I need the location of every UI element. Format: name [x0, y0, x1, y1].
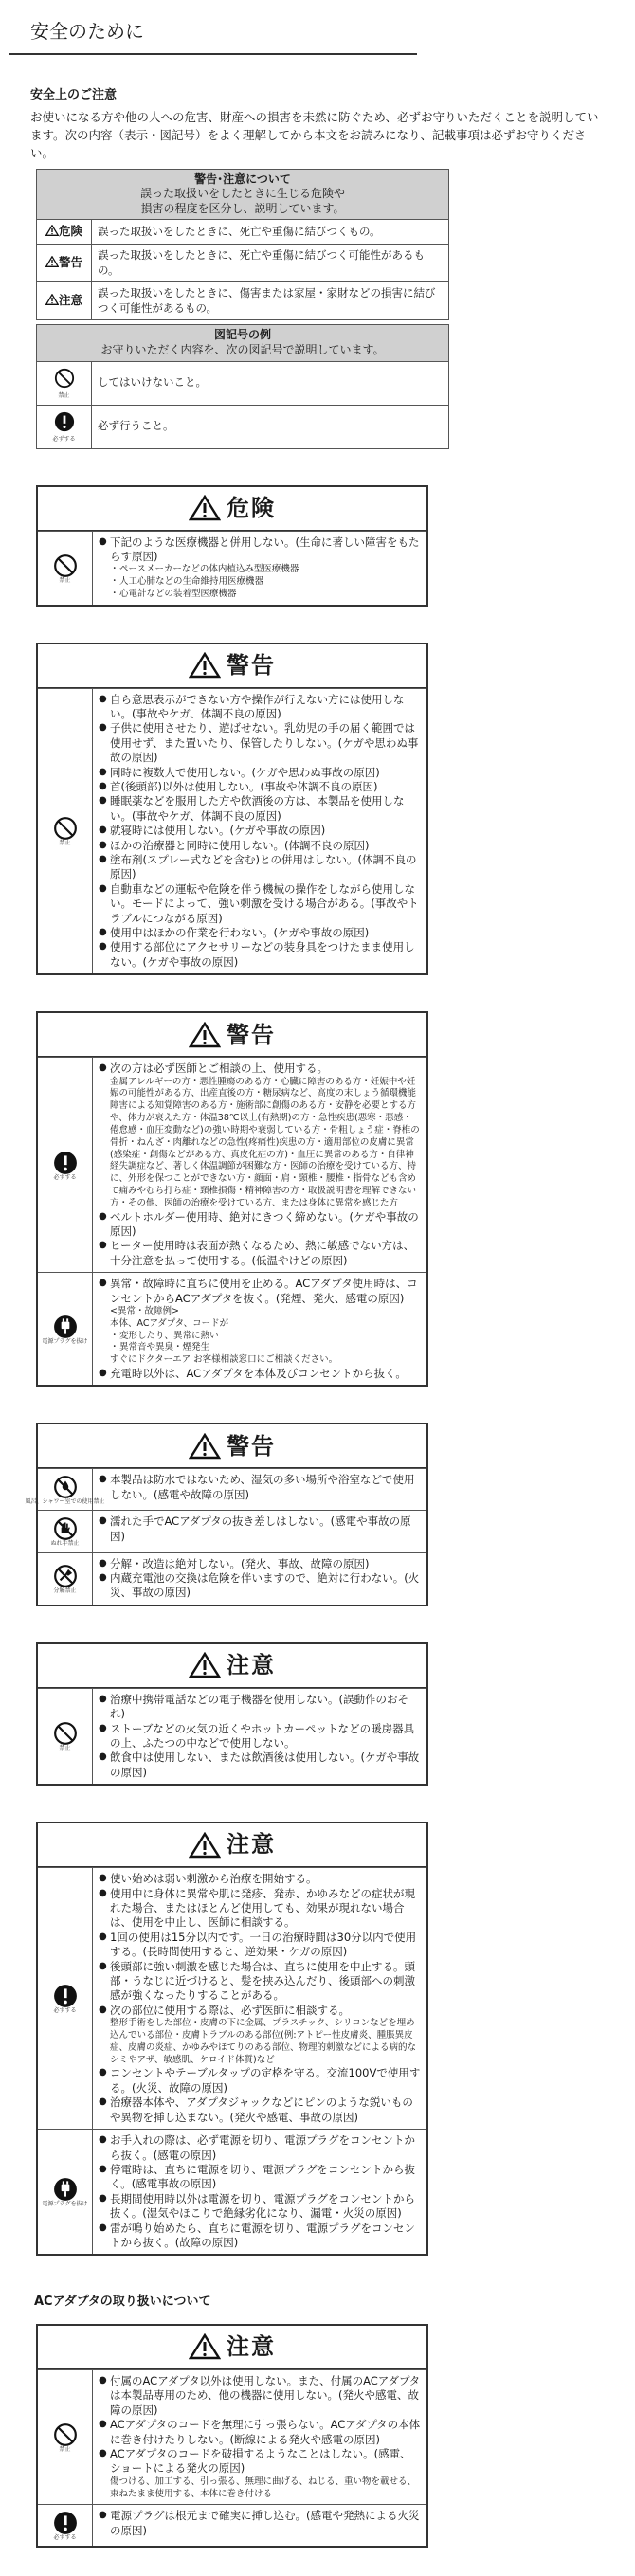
prohibited-icon	[53, 816, 78, 841]
warning-item: ● 治療器本体や、アダプタジャックなどにピンのような鋭いものや異物を挿し込まない。(発火や感電、事故の原因)	[99, 2095, 421, 2125]
mandatory-icon	[54, 411, 75, 432]
warning-item: ● 内蔵充電池の交換は危険を伴いますので、絶対に行わない。(火災、事故の原因)	[99, 1571, 421, 1601]
warning-item: ● ほかの治療器と同時に使用しない。(体調不良の原因)	[99, 839, 421, 853]
panel-row	[38, 688, 426, 974]
hazard-levels-table	[36, 169, 449, 321]
warning-item: ● 自動車などの運転や危険を伴う機械の操作をしながら使用しない。モードによって、強い刺激を受ける場合がある。(事故やトラブルにつながる原因)	[99, 882, 421, 926]
panel-row-body	[93, 1058, 426, 1272]
warning-item: ● 分解・改造は絶対しない。(発火、事故、故障の原因)	[99, 1557, 421, 1571]
warning-note: 整形手術をした部位・皮膚の下に金属、プラスチック、シリコンなどを埋め込んでいる部位・皮膚トラブルのある部位(例:アトピー性皮膚炎、腫脹異皮症、皮膚の炎症、かゆみやほてりのある部位、物理的刺激などによる病的なシミやアザ、敏感肌、ケロイド体質)など	[110, 2018, 417, 2065]
mandatory-icon	[53, 1984, 78, 2008]
panel-row	[38, 2369, 426, 2504]
panel-header	[38, 1013, 426, 1057]
icon-label: 必ずする	[53, 2007, 77, 2015]
warning-triangle-icon	[189, 1652, 221, 1678]
panel-header	[38, 1424, 426, 1468]
symbol-prohibited-cell: 禁止	[37, 361, 92, 405]
plug-icon	[53, 2177, 78, 2202]
icon-label: 電源プラグを抜け	[42, 2201, 88, 2208]
icon-label: 禁止	[59, 576, 71, 584]
panel-row	[38, 1057, 426, 1272]
panel-row-icon-cell	[38, 1273, 93, 1385]
warning-item: ● 使用中に身体に異常や肌に発疹、発赤、かゆみなどの症状が現れた場合、またはほとんど使用しても、効果が現れない場合は、使用を中止し、医師に相談する。	[99, 1887, 421, 1931]
warning-note: ・ 異常音や異臭・煙発生	[99, 1342, 421, 1354]
intro-heading: 安全上のご注意	[30, 88, 118, 102]
prohibited-icon	[53, 2422, 78, 2447]
warning-item: ● 使用する部位にアクセサリーなどの装身具をつけたまま使用しない。(ケガや事故の原因)	[99, 940, 421, 970]
warning-item: ● 使用中はほかの作業を行わない。(ケガや事故の原因)	[99, 926, 421, 940]
warning-item: ● 同時に複数人で使用しない。(ケガや思わぬ事故の原因)	[99, 766, 421, 780]
warning-triangle-icon	[189, 495, 221, 521]
warning-item: ● 異常・故障時に直ちに使用を止める。ACアダプタ使用時は、コンセントからACアダプタを抜く。(発煙、発火、感電の原因)	[99, 1277, 421, 1306]
warning-item: ● 雷が鳴り始めたら、直ちに電源を切り、電源プラグをコンセントから抜く。(故障の原因)	[99, 2222, 421, 2251]
panel-title: 警告	[227, 651, 276, 679]
warning-item: ● 就寝時には使用しない。(ケガや事故の原因)	[99, 824, 421, 838]
panel-title: 警告	[227, 1021, 276, 1048]
warning-triangle-icon	[189, 1022, 221, 1048]
panel-row	[38, 531, 426, 605]
panel-row	[38, 2129, 426, 2254]
symbol-mandatory-desc: 必ず行うこと。	[92, 405, 449, 448]
safety-panel-warning	[36, 1011, 428, 1387]
warning-item: ● 下記のような医療機器と併用しない。(生命に著しい障害をもたらす原因)	[99, 535, 421, 565]
warning-item: ● 塗布剤(スプレー式などを含む)との併用はしない。(体調不良の原因)	[99, 853, 421, 882]
panel-header	[38, 1644, 426, 1688]
panel-row-icon-cell	[38, 1689, 93, 1784]
warning-note: ・ 変形したり、異常に熱い	[99, 1331, 421, 1343]
prohibited-icon	[54, 368, 75, 389]
warning-triangle-icon	[189, 2333, 221, 2360]
level-caution: 注意	[37, 282, 92, 320]
warning-item: ● ヒーター使用時は表面が熱くなるため、熱に敏感でない方は、十分注意を払って使用する。(低温やけどの原因)	[99, 1239, 421, 1268]
hazard-levels-sub1: 誤った取扱いをしたときに生じる危険や	[139, 187, 345, 201]
panel-row-body	[93, 1553, 426, 1605]
warning-item: ● 長期間使用時以外は電源を切り、電源プラグをコンセントから抜く。(湿気やほこりで絶縁劣化になり、漏電・火災の原因)	[99, 2192, 421, 2222]
intro-body: お使いになる方や他の人への危害、財産への損害を未然に防ぐため、必ずお守りいただくことを説明しています。次の内容（表示・図記号）をよく理解してから本文をお読みになり、記載事項は必ずお守りください。	[30, 109, 599, 161]
panel-row-icon-cell	[38, 2505, 93, 2546]
panel-row-icon-cell	[38, 1058, 93, 1272]
warning-item: ● 電源プラグは根元まで確実に挿し込む。(感電や発熱による火災の原因)	[99, 2509, 421, 2538]
level-warning-desc: 誤った取扱いをしたときに、死亡や重傷に結びつく可能性があるもの。	[92, 245, 449, 282]
safety-panel-caution	[36, 1642, 428, 1786]
panel-row	[38, 2504, 426, 2546]
warning-note: すぐにドクターエア お客様相談窓口にご相談ください。	[110, 1354, 338, 1366]
panel-row-icon-cell	[38, 532, 93, 605]
warning-note: ・ 人工心肺などの生命維持用医療機器	[99, 576, 421, 589]
prohibited-icon	[53, 553, 78, 578]
warning-item: ● 本製品は防水ではないため、湿気の多い場所や浴室などで使用しない。(感電や故障の原因)	[99, 1473, 421, 1502]
warning-note: 本体、ACアダプタ、コードが	[110, 1317, 229, 1329]
panel-row-body	[93, 1689, 426, 1784]
warning-item: ● コンセントやテーブルタップの定格を守る。交流100Vで使用する。(火災、故障の原因)	[99, 2066, 421, 2095]
warning-item: ● 次の部位に使用する際は、必ず医師に相談する。	[99, 2004, 421, 2018]
level-danger: 危険	[37, 220, 92, 245]
panel-row-icon-cell	[38, 1868, 93, 2129]
warning-item: ● 濡れた手でACアダプタの抜き差しはしない。(感電や事故の原因)	[99, 1515, 421, 1544]
warning-item: ● 次の方は必ず医師とご相談の上、使用する。	[99, 1061, 421, 1076]
level-caution-desc: 誤った取扱いをしたときに、傷害または家屋・家財などの損害に結びつく可能性があるもの。	[92, 282, 449, 320]
warning-item: ● ストーブなどの火気の近くやホットカーペットなどの暖房器具の上、ふたつの中などで使用しない。	[99, 1722, 421, 1751]
panel-header	[38, 644, 426, 688]
panel-row	[25, 1468, 426, 1510]
warning-item: ● 1回の使用は15分以内です。一日の治療時間は30分以内で使用する。(長時間使用すると、逆効果・ケガの原因)	[99, 1931, 421, 1960]
panel-row-icon-cell	[38, 1553, 93, 1605]
icon-label: 分解禁止	[53, 1587, 77, 1595]
panel-row	[38, 1867, 426, 2129]
warning-triangle-icon	[189, 1433, 221, 1460]
symbol-examples-table	[36, 324, 449, 448]
no-water-icon	[53, 1475, 78, 1499]
warning-item: ● 治療中携帯電話などの電子機器を使用しない。(誤動作のおそれ)	[99, 1693, 421, 1722]
panel-row	[38, 1272, 426, 1385]
panel-row-body	[93, 1469, 426, 1510]
warning-note: <異常・故障例>	[110, 1306, 179, 1317]
panel-row-body	[93, 2505, 426, 2546]
page-title: 安全のために	[9, 0, 417, 55]
warning-triangle-icon	[45, 256, 59, 267]
warning-triangle-icon	[189, 1832, 221, 1859]
panel-title: 注意	[227, 2333, 276, 2361]
warning-triangle-icon	[45, 294, 59, 305]
warning-item: ● 充電時以外は、ACアダプタを本体及びコンセントから抜く。	[99, 1367, 421, 1381]
panel-row-body	[93, 532, 426, 605]
level-danger-desc: 誤った取扱いをしたときに、死亡や重傷に結びつくもの。	[92, 220, 449, 245]
icon-label: 禁止	[59, 2446, 71, 2454]
safety-panel-danger	[36, 485, 428, 607]
warning-item: ● ACアダプタのコードを無理に引っ張らない。ACアダプタの本体に巻き付けたりしない。(断線による発火や感電の原因)	[99, 2418, 421, 2447]
panel-title: 危険	[227, 494, 276, 521]
warning-note: 傷つける、加工する、引っ張る、無理に曲げる、ねじる、重い物を載せる、束ねたまま使用する、本体に巻き付ける	[110, 2476, 417, 2499]
no-disassembly-icon	[53, 1564, 78, 1588]
safety-panel-warning	[25, 1423, 428, 1605]
panel-row-icon-cell	[38, 2370, 93, 2504]
icon-label: ぬれ手禁止	[50, 1540, 80, 1548]
panel-row-body	[93, 1511, 426, 1551]
mandatory-icon	[53, 2511, 78, 2535]
icon-label: 必ずする	[53, 1173, 77, 1181]
no-wet-hands-icon	[53, 1516, 78, 1541]
mandatory-icon	[53, 1151, 78, 1175]
panel-title: 警告	[227, 1432, 276, 1460]
panel-row	[38, 1688, 426, 1784]
warning-item: ● 付属のACアダプタ以外は使用しない。また、付属のACアダプタは本製品専用のため、他の機器に使用しない。(発火や感電、故障の原因)	[99, 2374, 421, 2418]
hazard-levels-sub2: 損害の程度を区分し、説明しています。	[140, 201, 345, 215]
icon-label: 風呂、シャワー室での使用禁止	[25, 1498, 105, 1506]
panel-row-body	[93, 2130, 426, 2254]
panel-title: 注意	[227, 1831, 276, 1859]
warning-item: ● 子供に使用させたり、遊ばせない。乳幼児の手の届く範囲では使用せず、また置いたり、保管したりしない。(ケガや思わぬ事故の原因)	[99, 721, 421, 765]
panel-header	[38, 2326, 426, 2369]
prohibited-icon	[53, 1721, 78, 1746]
panel-row-body	[93, 1273, 426, 1385]
panel-title: 注意	[227, 1652, 276, 1679]
hazard-levels-header	[37, 169, 449, 220]
panel-row	[38, 1510, 426, 1551]
panel-row-icon-cell	[38, 689, 93, 974]
warning-item: ● 使い始めは弱い刺激から治療を開始する。	[99, 1872, 421, 1886]
panel-row-icon-cell	[38, 2130, 93, 2254]
symbol-mandatory-cell: 必ずする	[37, 405, 92, 448]
warning-item: ● 睡眠薬などを服用した方や飲酒後の方は、本製品を使用しない。(事故やケガ、体調不良の原因)	[99, 794, 421, 824]
icon-label: 電源プラグを抜け	[42, 1337, 88, 1345]
adapter-heading: ACアダプタの取り扱いについて	[34, 2295, 211, 2310]
panel-row-body	[93, 689, 426, 974]
warning-note: ・ 心電計などの装着型医療機器	[99, 589, 421, 601]
symbol-prohibited-desc: してはいけないこと。	[92, 361, 449, 405]
icon-label: 禁止	[59, 1745, 71, 1752]
level-warning: 警告	[37, 245, 92, 282]
warning-note: ・ ペースメーカーなどの体内植込み型医療機器	[99, 564, 421, 576]
warning-item: ● ベルトホルダー使用時、絶対にきつく締めない。(ケガや事故の原因)	[99, 1210, 421, 1240]
panel-row-body	[93, 2370, 426, 2504]
warning-triangle-icon	[45, 225, 59, 236]
panel-row-icon-cell	[38, 1511, 93, 1551]
icon-label: 禁止	[59, 840, 71, 847]
panel-header	[38, 1823, 426, 1867]
warning-triangle-icon	[189, 652, 221, 679]
panel-row-icon-cell	[25, 1469, 105, 1510]
symbol-examples-header: 図記号の例 お守りいただく内容を、次の図記号で説明しています。	[37, 325, 449, 361]
plug-icon	[53, 1315, 78, 1339]
hazard-levels-title: 警告･注意について	[194, 172, 291, 186]
warning-item: ● お手入れの際は、必ず電源を切り、電源プラグをコンセントから抜く。(感電の原因)	[99, 2133, 421, 2163]
warning-item: ● ACアダプタのコードを破損するようなことはしない。(感電、ショートによる発火の原因)	[99, 2447, 421, 2476]
panel-row	[38, 1552, 426, 1605]
warning-item: ● 停電時は、直ちに電源を切り、電源プラグをコンセントから抜く。(感電事故の原因)	[99, 2163, 421, 2192]
warning-item: ● 飲食中は使用しない、または飲酒後は使用しない。(ケガや事故の原因)	[99, 1751, 421, 1780]
warning-item: ● 後頭部に強い刺激を感じた場合は、直ちに使用を中止する。頭部・うなじに近づけると、髪を挟み込んだり、後頭部への刺激感が強くなったりすることがある。	[99, 1960, 421, 2004]
warning-item: ● 首(後頭部)以外は使用しない。(事故や体調不良の原因)	[99, 780, 421, 794]
adapter-caution-panel	[36, 2324, 428, 2549]
panel-row-body	[93, 1868, 426, 2129]
panel-header	[38, 487, 426, 531]
warning-note: 金属アレルギーの方・悪性腫瘍のある方・心臓に障害のある方・妊娠中や妊娠の可能性がある方、出産直後の方・糖尿病など、高度の末しょう循環機能障害による知覚障害のある方・施術部に創傷のある方・安静を必要とする方や、体力が衰えた方・体温38℃以上(有熱期)の方・急性疾患(悪寒・悪感・倦怠感・血圧変動など)の強い時期や衰弱している方・骨粗しょう症・脊椎の骨折・ねんざ・肉離れなどの急性(疼痛性)疾患の方・適用部位の皮膚に異常(感染症・創傷などがある方、真皮化症の方)・血圧に異常のある方・自律神経失調症など、著しく体温調節が困難な方・医師の治療を受けている方、特に、外形を保つことができない方・顔面・肩・頸椎・腰椎・指骨なども含めて痛みやむち打ち症・頸椎損傷・精神障害の方・取扱説明書を理解できない方・その他、医師の治療を受けている方、または身体に異常を感じた方	[110, 1076, 420, 1208]
icon-label: 必ずする	[53, 2534, 77, 2542]
warning-item: ● 自ら意思表示ができない方や操作が行えない方には使用しない。(事故やケガ、体調不良の原因)	[99, 693, 421, 722]
safety-panel-caution	[36, 1822, 428, 2256]
safety-panel-warning	[36, 643, 428, 976]
